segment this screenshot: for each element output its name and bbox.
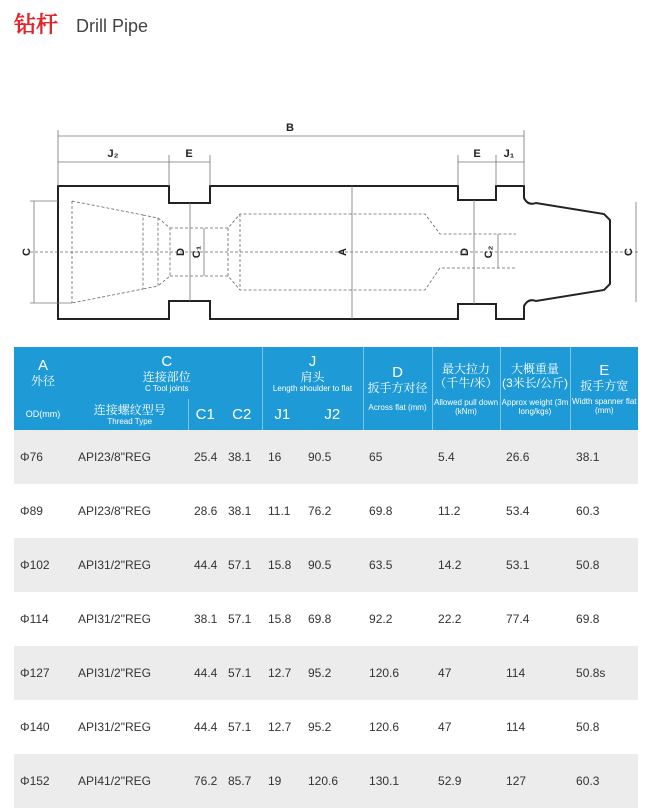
header-J [262,347,363,399]
label-D-right: D [459,248,471,256]
table-row [14,538,638,592]
cell-j2: 90.5 [302,430,363,484]
cell-thread-type: API41/2"REG [72,754,188,808]
cell-approx-weight: 26.6 [500,430,570,484]
cell-across-flat: 65 [363,430,432,484]
cell-approx-weight: 53.4 [500,484,570,538]
header-text: 大概重量 [511,361,560,376]
cell-od: Φ76 [14,430,72,484]
cell-across-flat: 63.5 [363,538,432,592]
header-C2 [222,399,262,430]
cell-thread-type: API23/8"REG [72,430,188,484]
cell-allowed-pull: 47 [432,646,500,700]
header-A-unit [14,399,72,430]
cell-thread-type: API31/2"REG [72,538,188,592]
cell-c2: 57.1 [222,646,262,700]
header-text: J1 [274,405,291,423]
header-text: 外径 [30,374,55,388]
cell-c1: 44.4 [188,700,222,754]
cell-c2: 57.1 [222,592,262,646]
cell-j2: 120.6 [302,754,363,808]
cell-allowed-pull: 5.4 [432,430,500,484]
cell-thread-type: API23/8"REG [72,484,188,538]
header-text: Across flat (mm) [368,403,427,412]
header-pull [432,347,500,430]
header-text: 连接螺纹型号 [93,403,166,417]
cell-od: Φ102 [14,538,72,592]
header-J1 [262,399,302,430]
label-C1: C₁ [191,245,203,259]
header-weight [500,347,570,430]
header-text: Thread Type [107,417,153,426]
cell-j2: 95.2 [302,646,363,700]
header-J2 [302,399,363,430]
cell-c1: 25.4 [188,430,222,484]
drill-pipe-spec-table [14,347,638,808]
table-row [14,592,638,646]
header-text: 连接部位 [142,369,191,384]
label-B: B [286,122,294,134]
cell-spanner-width: 50.8 [570,700,638,754]
page-title [14,8,148,39]
table-row [14,484,638,538]
cell-j1: 15.8 [262,592,302,646]
cell-spanner-width: 69.8 [570,592,638,646]
cell-c1: 44.4 [188,538,222,592]
header-text: J [308,352,317,370]
cell-across-flat: 120.6 [363,700,432,754]
cell-across-flat: 130.1 [363,754,432,808]
cell-j1: 15.8 [262,538,302,592]
header-text: C2 [232,405,252,423]
cell-thread-type: API31/2"REG [72,592,188,646]
label-J2: J₂ [107,148,119,160]
cell-allowed-pull: 11.2 [432,484,500,538]
label-E-right: E [473,148,481,160]
cell-c2: 57.1 [222,538,262,592]
cell-c1: 44.4 [188,646,222,700]
header-text: E [599,361,610,379]
cell-spanner-width: 50.8s [570,646,638,700]
header-thread [72,399,188,430]
header-text: 扳手方对径 [367,381,428,395]
header-text: Length shoulder to flat [272,383,353,393]
header-text: C Tool joints [145,383,189,393]
label-C-right: C [623,248,635,256]
cell-across-flat: 120.6 [363,646,432,700]
cell-od: Φ89 [14,484,72,538]
cell-c2: 57.1 [222,700,262,754]
label-J1: J₁ [503,148,515,160]
cell-c2: 38.1 [222,430,262,484]
cell-approx-weight: 53.1 [500,538,570,592]
header-text: 最大拉力 [442,361,491,376]
cell-od: Φ140 [14,700,72,754]
header-C [72,347,262,399]
cell-spanner-width: 60.3 [570,484,638,538]
cell-od: Φ152 [14,754,72,808]
header-text: D [392,364,403,381]
cell-j2: 69.8 [302,592,363,646]
cell-across-flat: 92.2 [363,592,432,646]
cell-od: Φ114 [14,592,72,646]
cell-c2: 85.7 [222,754,262,808]
cell-c1: 38.1 [188,592,222,646]
header-text: Width spanner flat (mm) [572,396,637,415]
cell-j1: 11.1 [262,484,302,538]
table-row [14,430,638,484]
cell-across-flat: 69.8 [363,484,432,538]
cell-spanner-width: 50.8 [570,538,638,592]
header-E [570,347,638,430]
cell-j1: 12.7 [262,646,302,700]
label-C-left: C [21,248,33,256]
cell-j2: 76.2 [302,484,363,538]
header-text: (3米长/公斤) [502,375,569,390]
header-text: 扳手方宽 [580,378,629,393]
label-D-left: D [175,248,187,256]
header-A [14,347,72,399]
header-text: C [161,352,173,370]
header-text: Allowed pull down (kNm) [433,397,499,416]
cell-c1: 28.6 [188,484,222,538]
header-D [363,347,432,430]
cell-allowed-pull: 47 [432,700,500,754]
cell-approx-weight: 77.4 [500,592,570,646]
header-text: OD(mm) [25,409,61,419]
title-en: Drill Pipe [76,16,149,36]
cell-j1: 19 [262,754,302,808]
title-cn: 钻杆 [14,12,59,37]
cell-j2: 95.2 [302,700,363,754]
cell-c2: 38.1 [222,484,262,538]
header-text: Approx weight (3m long/kgs) [501,397,569,416]
header-text: （千牛/米） [434,375,498,390]
table-row [14,646,638,700]
header-C1 [188,399,222,430]
cell-j1: 16 [262,430,302,484]
cell-j1: 12.7 [262,700,302,754]
label-E-left: E [185,148,193,160]
cell-spanner-width: 38.1 [570,430,638,484]
cell-c1: 76.2 [188,754,222,808]
cell-thread-type: API31/2"REG [72,700,188,754]
header-text: C1 [195,405,215,423]
cell-allowed-pull: 14.2 [432,538,500,592]
cell-thread-type: API31/2"REG [72,646,188,700]
cell-spanner-width: 60.3 [570,754,638,808]
table-row [14,700,638,754]
cell-j2: 90.5 [302,538,363,592]
cell-allowed-pull: 22.2 [432,592,500,646]
header-text: J2 [324,405,341,423]
label-A: A [337,248,349,256]
table-row [14,754,638,808]
header-text: 肩头 [300,369,325,384]
cell-od: Φ127 [14,646,72,700]
cell-approx-weight: 127 [500,754,570,808]
cell-approx-weight: 114 [500,700,570,754]
cell-approx-weight: 114 [500,646,570,700]
header-text: A [37,357,48,374]
label-C2: C₂ [483,245,495,259]
drill-pipe-diagram [0,80,650,330]
cell-allowed-pull: 52.9 [432,754,500,808]
